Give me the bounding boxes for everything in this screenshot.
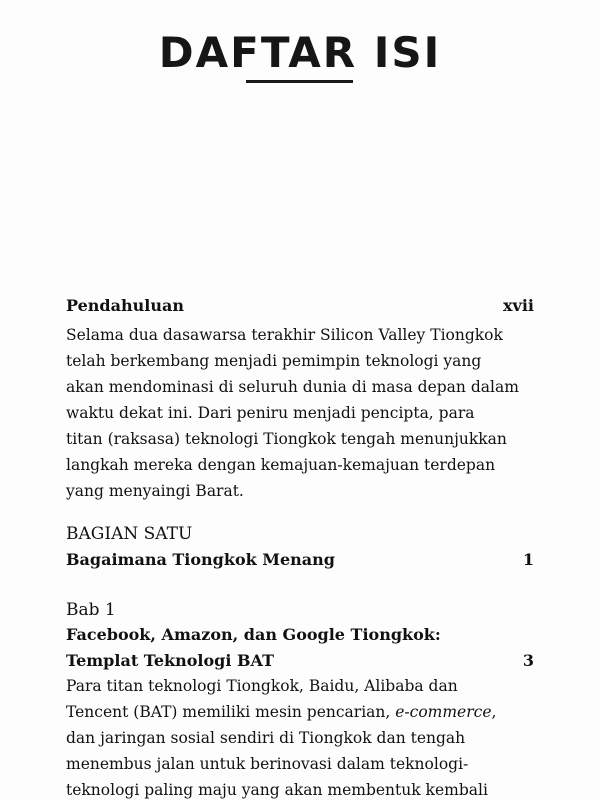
italic-term: e-commerce [395, 703, 492, 721]
description-line: Selama dua dasawarsa terakhir Silicon Valley Tiongkok [66, 326, 503, 344]
description-line: Para titan teknologi Tiongkok, Baidu, Alibaba dan [66, 677, 458, 695]
description-line [66, 699, 496, 725]
description-line: waktu dekat ini. Dari peniru menjadi pencipta, para [66, 404, 475, 422]
toc-heading-pendahuluan: Pendahuluan [66, 296, 184, 315]
title-underline [246, 80, 353, 83]
toc-page-bagian-satu: 1 [522, 550, 534, 569]
description-line: langkah mereka dengan kemajuan-kemajuan terdepan [66, 456, 496, 474]
toc-page-pendahuluan: xvii [503, 296, 534, 315]
description-line: akan mendominasi di seluruh dunia di masa depan dalam [66, 378, 519, 396]
description-line: telah berkembang menjadi pemimpin teknologi yang [66, 352, 482, 370]
description-line: dan jaringan sosial sendiri di Tiongkok dan tengah [66, 729, 466, 747]
chapter-label: Bab 1 [66, 600, 116, 620]
part-label: BAGIAN SATU [66, 524, 193, 544]
page-title: DAFTAR ISI [158, 28, 442, 77]
toc-heading-bagian-satu: Bagaimana Tiongkok Menang [66, 550, 335, 569]
description-text: , [491, 703, 497, 721]
description-line: yang menyaingi Barat. [66, 482, 244, 500]
description-line: titan (raksasa) teknologi Tiongkok tengah menunjukkan [66, 430, 507, 448]
toc-page-bab-1: 3 [522, 651, 534, 670]
toc-heading-bab-1-line1: Facebook, Amazon, dan Google Tiongkok: [66, 625, 441, 644]
toc-description-pendahuluan [66, 322, 519, 504]
toc-description-bab-1 [66, 673, 496, 803]
description-text: Tencent (BAT) memiliki mesin pencarian, [66, 703, 396, 721]
description-line: menembus jalan untuk berinovasi dalam teknologi- [66, 755, 469, 773]
toc-heading-bab-1-line2: Templat Teknologi BAT [66, 651, 274, 670]
description-line: teknologi paling maju yang akan membentuk kembali [66, 781, 488, 799]
